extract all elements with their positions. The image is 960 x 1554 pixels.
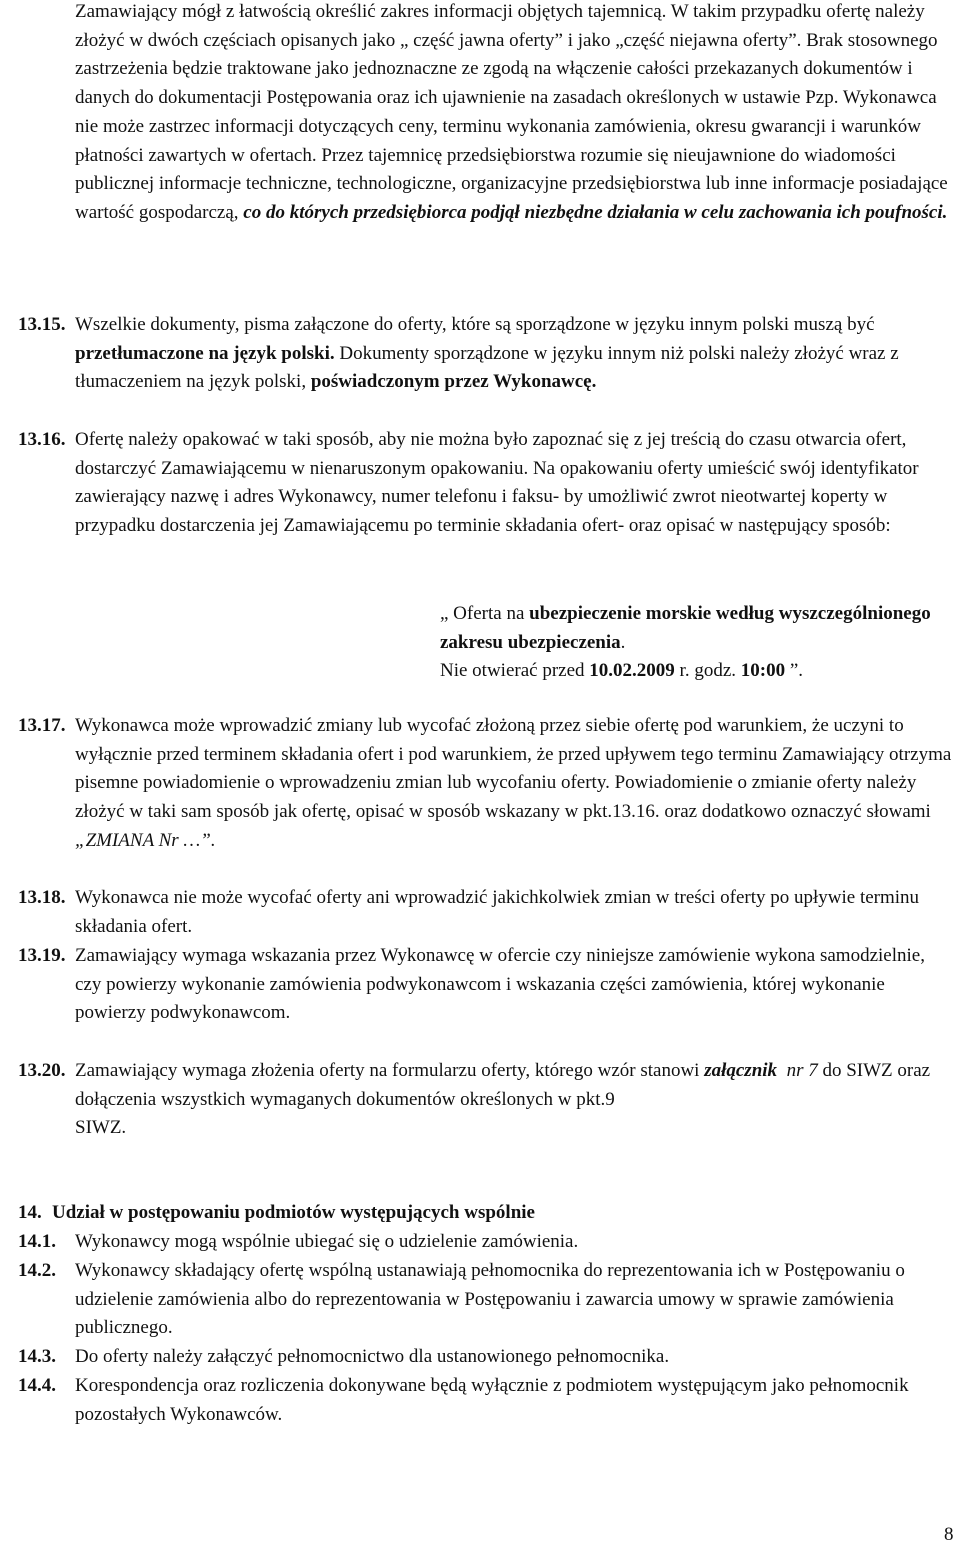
section-14-heading xyxy=(18,1199,953,1228)
item-13-18 xyxy=(18,884,953,941)
item-text: Wykonawcy składający ofertę wspólną ustanawiają pełnomocnika do reprezentowania ich w Postępowaniu o udzielenie zamówienia albo do reprezentowania w Postępowaniu i zawarcia umowy w sprawie zamówienia publicznego. xyxy=(75,1260,905,1339)
label-time: 10:00 xyxy=(740,660,786,682)
label-text: ”. xyxy=(789,660,804,682)
item-italic-text: nr 7 xyxy=(786,1060,818,1081)
label-text: „ Oferta na xyxy=(440,603,525,624)
item-text: Ofertę należy opakować w taki sposób, aby nie można było zapoznać się z jej treścią do czasu otwarcia ofert, dostarczyć Zamawiającemu w nienaruszonym opakowaniu. Na opakowaniu oferty umieścić swój identyfikator zawierający nazwę i adres Wykonawcy, numer telefonu i faksu- by umożliwić zwrot nieotwartej koperty w przypadku dostarczenia jej Zamawiającemu po terminie składania ofert- oraz opisać w następujący sposób: xyxy=(75,429,919,537)
item-number: 14.3. xyxy=(18,1346,56,1367)
item-text: Wykonawca nie może wycofać oferty ani wprowadzić jakichkolwiek zmian w treści oferty po upływie terminu składania ofert. xyxy=(75,887,920,937)
item-italic-text: „ZMIANA Nr …”. xyxy=(75,829,216,851)
item-number: 13.16. xyxy=(18,429,66,450)
envelope-label xyxy=(440,600,940,686)
label-text: godz. xyxy=(694,660,737,682)
label-text: Nie otwierać przed xyxy=(440,660,585,682)
item-number: 13.19. xyxy=(18,945,66,966)
item-bold-text: przetłumaczone na język polski. xyxy=(75,342,335,364)
item-text: pkt.9 xyxy=(576,1088,615,1110)
label-text: r. xyxy=(679,660,690,682)
item-14-2 xyxy=(18,1257,953,1343)
item-text: Wszelkie dokumenty, pisma załączone do oferty, które są sporządzone w języku innym polski muszą być xyxy=(75,314,875,335)
item-text: Dokumenty sporządzone w języku innym niż polski należy złożyć wraz z tłumaczeniem na język polski, xyxy=(75,342,899,393)
item-13-15 xyxy=(18,311,953,397)
item-13-17 xyxy=(18,712,953,856)
continued-paragraph xyxy=(75,0,953,228)
label-text: . xyxy=(620,631,626,653)
item-text: Wykonawca może wprowadzić zmiany lub wycofać złożoną przez siebie ofertę pod warunkiem, że uczyni to wyłącznie przed terminem składania ofert i pod warunkiem, że przed upływem tego terminu Zamawiający otrzyma pisemne powiadomienie o wprowadzeniu zmian lub wycofaniu oferty. Powiadomienie o zmianie oferty należy złożyć w taki sam sposób jak ofertę, opisać w sposób wskazany w pkt.13.16. oraz dodatkowo oznaczyć słowami xyxy=(75,715,952,823)
item-13-16 xyxy=(18,426,953,541)
item-13-20 xyxy=(18,1057,953,1143)
item-14-3 xyxy=(18,1343,953,1372)
item-14-4 xyxy=(18,1372,953,1429)
item-14-1 xyxy=(18,1228,953,1257)
page-number: 8 xyxy=(944,1524,954,1545)
item-number: 14.2. xyxy=(18,1260,56,1281)
section-number: 14. xyxy=(18,1202,42,1223)
item-bold-text: poświadczonym przez Wykonawcę. xyxy=(310,371,597,393)
item-number: 14.4. xyxy=(18,1375,56,1396)
item-text: Korespondencja oraz rozliczenia dokonywane będą wyłącznie z podmiotem występującym jako pełnomocnik pozostałych Wykonawców. xyxy=(75,1375,909,1425)
item-text: Zamawiający wymaga wskazania przez Wykonawcę w ofercie czy niniejsze zamówienie wykona samodzielnie, czy powierzy wykonanie zamówienia podwykonawcom i wskazania części zamówienia, której wykonanie powierzy podwykonawcom. xyxy=(75,945,925,1024)
item-text: SIWZ. xyxy=(75,1117,127,1139)
continued-text: Zamawiający mógł z łatwością określić zakres informacji objętych tajemnicą. W takim przypadku ofertę należy złożyć w dwóch częściach opisanych jako „ część jawna oferty” i jako „część niejawna oferty”. Brak stosownego zastrzeżenia będzie traktowane jako jednoznaczne ze zgodą na włączenie całości przekazanych dokumentów i danych do dokumentacji Postępowania oraz ich ujawnienie na zasadach określonych w ustawie Pzp. Wykonawca nie może zastrzec informacji dotyczących ceny, terminu wykonania zamówienia, okresu gwarancji i warunków płatności zawartych w ofertach. Przez tajemnicę przedsiębiorstwa rozumie się nieujawnione do wiadomości publicznej informacje techniczne, technologiczne, organizacyjne przedsiębiorstwa lub inne informacje posiadające wartość gospodarczą, xyxy=(75,1,948,223)
item-text: Wykonawcy mogą wspólnie ubiegać się o udzielenie zamówienia. xyxy=(75,1231,579,1252)
section-title: Udział w postępowaniu podmiotów występujących wspólnie xyxy=(52,1202,535,1223)
label-date: 10.02.2009 xyxy=(589,660,675,682)
label-bold-text: ubezpieczenie morskie według wyszczególnionego zakresu ubezpieczenia xyxy=(440,603,931,653)
item-number: 14.1. xyxy=(18,1231,56,1252)
item-number: 13.17. xyxy=(18,715,66,736)
item-text: Zamawiający wymaga złożenia oferty na formularzu oferty, którego wzór stanowi xyxy=(75,1060,700,1081)
item-number: 13.18. xyxy=(18,887,66,908)
item-number: 13.15. xyxy=(18,314,66,335)
item-number: 13.20. xyxy=(18,1060,66,1081)
item-text: do SIWZ oraz dołączenia wszystkich wymaganych dokumentów określonych w xyxy=(75,1060,931,1110)
continued-emphasis: co do których przedsiębiorca podjął niezbędne działania w celu zachowania ich poufności. xyxy=(243,201,948,223)
item-bold-italic-text: załącznik xyxy=(704,1060,778,1081)
item-13-19 xyxy=(18,942,953,1028)
item-text: Do oferty należy załączyć pełnomocnictwo dla ustanowionego pełnomocnika. xyxy=(75,1346,670,1367)
